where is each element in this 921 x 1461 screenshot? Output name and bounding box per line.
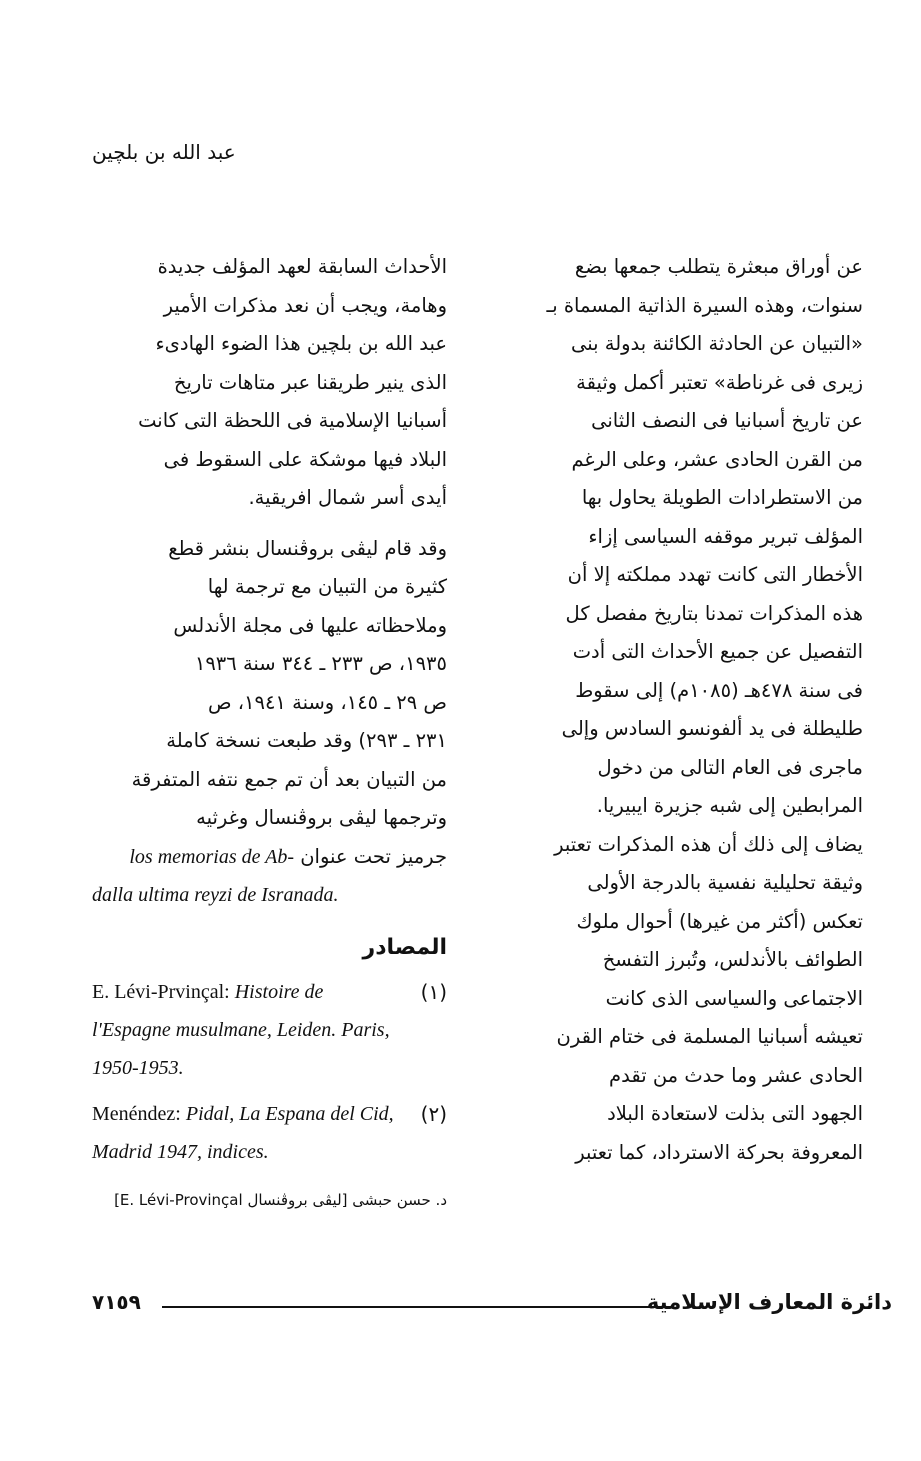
footer-journal-title: دائرة المعارف الإسلامية <box>646 1290 892 1314</box>
source-author: E. Lévi-Prvinçal: <box>92 981 230 1003</box>
left-column <box>92 248 447 1220</box>
sources-list <box>92 973 447 1171</box>
paragraph-1 <box>92 248 447 518</box>
paragraph-2-last-line <box>92 838 447 877</box>
text-line: الجهود التى بذلت لاستعادة البلاد <box>607 1102 863 1125</box>
text-line: كثيرة من التبيان مع ترجمة لها <box>207 575 447 598</box>
text-line: عن تاريخ أسبانيا فى النصف الثانى <box>591 409 863 432</box>
text-line: «التبيان عن الحادثة الكائنة بدولة بنى <box>570 332 863 355</box>
source-author: Menéndez: <box>92 1103 181 1125</box>
text-line: المعروفة بحركة الاسترداد، كما تعتبر <box>575 1140 863 1164</box>
source-number: (٢) <box>420 1102 447 1126</box>
text-line: الأخطار التى كانت تهدد مملكته إلا أن <box>567 563 863 586</box>
text-line: الأحداث السابقة لعهد المؤلف جديدة <box>157 255 447 278</box>
text-line: الذى ينير طريقنا عبر متاهات تاريخ <box>173 370 447 394</box>
text-line: المؤلف تبرير موقفه السياسى إزاء <box>588 524 863 548</box>
text-line: عن أوراق مبعثرة يتطلب جمعها بضع <box>574 255 863 278</box>
text-line: ماجرى فى العام التالى من دخول <box>597 755 863 779</box>
paragraph-2-final-latin: dalla ultima reyzi de Isranada. <box>92 884 339 906</box>
text-line: ٢٣١ ـ ٢٩٣) وقد طبعت نسخة كاملة <box>166 729 447 752</box>
text-line: الاجتماعى والسياسى الذى كانت <box>605 986 863 1010</box>
text-line: وملاحظاته عليها فى مجلة الأندلس <box>173 613 447 637</box>
text-line: ص ٢٩ ـ ١٤٥، وسنة ١٩٤١، ص <box>207 690 447 714</box>
text-line: يضاف إلى ذلك أن هذه المذكرات تعتبر <box>554 832 863 856</box>
text-line: التفصيل عن جميع الأحداث التى أدت <box>572 640 863 663</box>
source-number: (١) <box>420 980 447 1004</box>
paragraph-2-last-arabic: جرميز تحت عنوان <box>300 844 447 868</box>
source-entry <box>92 1095 447 1171</box>
text-line: عبد الله بن بلچين هذا الضوء الهادىء <box>155 332 447 355</box>
text-line: وترجمها ليڤى بروڤنسال وغرثيه <box>196 806 447 829</box>
text-line: ١٩٣٥، ص ٢٣٣ ـ ٣٤٤ سنة ١٩٣٦ <box>194 652 447 675</box>
sources-heading: المصادر <box>362 934 447 960</box>
source-title: Pidal, La Espana del Cid, Madrid 1947, indices. <box>92 1103 394 1163</box>
text-line: تعكس (أكثر من غيرها) أحوال ملوك <box>576 909 863 933</box>
text-line: فى سنة ٤٧٨هـ (١٠٨٥م) إلى سقوط <box>575 678 863 702</box>
text-line: طليطلة فى يد ألفونسو السادس وإلى <box>561 717 863 740</box>
right-column <box>495 248 863 1172</box>
text-line: الطوائف بالأندلس، وتُبرز التفسخ <box>602 948 863 971</box>
text-line: من الاستطرادات الطويلة يحاول بها <box>581 486 863 509</box>
text-line: المرابطين إلى شبه جزيرة ايبيريا. <box>596 794 863 817</box>
paragraph-2-last-latin: los memorias de Ab- <box>129 845 294 868</box>
text-line: من القرن الحادى عشر، وعلى الرغم <box>571 447 863 471</box>
text-line: الحادى عشر وما حدث من تقدم <box>609 1063 863 1087</box>
page-footer <box>92 1290 892 1330</box>
text-line: تعيشه أسبانيا المسلمة فى ختام القرن <box>556 1025 863 1048</box>
footer-rule <box>162 1306 672 1308</box>
text-line: البلاد فيها موشكة على السقوط فى <box>163 447 447 471</box>
text-line: هذه المذكرات تمدنا بتاريخ مفصل كل <box>565 601 863 625</box>
text-line: وهامة، ويجب أن نعد مذكرات الأمير <box>163 293 447 317</box>
text-line: من التبيان بعد أن تم جمع نتفه المتفرقة <box>131 767 447 791</box>
article-author: د. حسن حبشى [ليڤى بروڤنسال E. Lévi-Provinçal] <box>114 1191 447 1209</box>
text-line: أيدى أسر شمال افريقية. <box>248 486 447 509</box>
text-line: وقد قام ليڤى بروڤنسال بنشر قطع <box>168 536 447 560</box>
running-header-title: عبد الله بن بلچين <box>92 140 236 164</box>
text-line: سنوات، وهذه السيرة الذاتية المسماة بـ <box>546 293 863 317</box>
text-line: أسبانيا الإسلامية فى اللحظة التى كانت <box>138 409 447 432</box>
page-number: ٧١٥٩ <box>92 1290 141 1314</box>
text-line: زيرى فى غرناطة» تعتبر أكمل وثيقة <box>576 370 863 394</box>
paragraph-2 <box>92 530 447 915</box>
text-line: وثيقة تحليلية نفسية بالدرجة الأولى <box>587 871 863 894</box>
source-title: Histoire de l'Espagne musulmane, Leiden. Paris, 1950-1953. <box>92 981 390 1079</box>
source-entry <box>92 973 447 1087</box>
